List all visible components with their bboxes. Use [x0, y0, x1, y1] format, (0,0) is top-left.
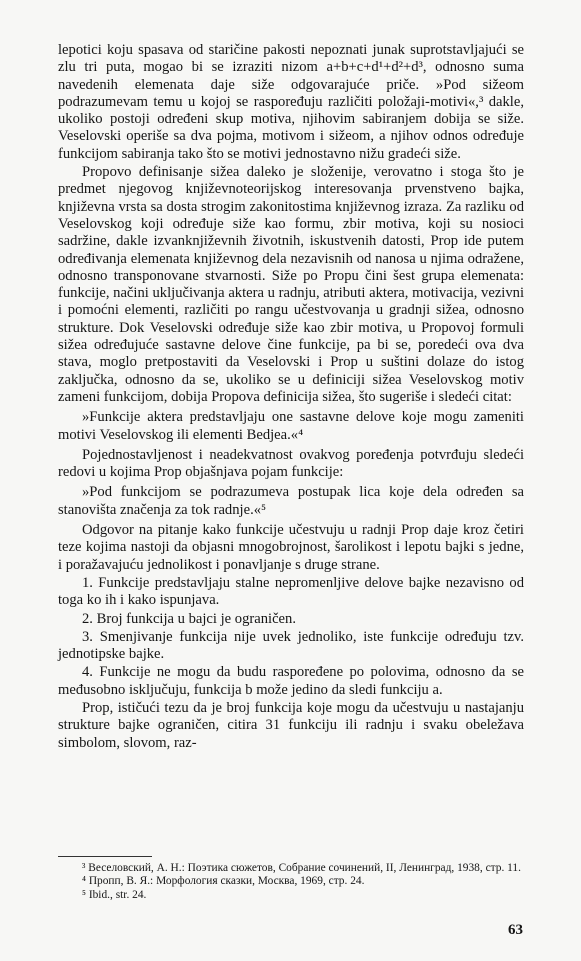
footnote-divider: [58, 856, 152, 857]
paragraph-4: Odgovor na pitanje kako funkcije učestvuju u radnji Prop daje kroz četiri teze kojima nastoji da objasni mnogobrojnost, šarolikost i lepotu bajki s jedne, i poražavajuću jednolikost i ponavljanje s druge strane.: [58, 522, 524, 573]
thesis-2: 2. Broj funkcija u bajci je ograničen.: [82, 610, 296, 627]
thesis-4: 4. Funkcije ne mogu da budu raspoređene po polovima, odnosno da se međusobno isključuju, funkcija b može jedino da sledi funkciju a.: [58, 664, 524, 698]
footnote-4: ⁴ Пропп, В. Я.: Морфология сказки, Москва, 1969, стр. 24.: [82, 875, 365, 888]
footnote-3: ³ Веселовский, А. Н.: Поэтика сюжетов, Собрание сочинений, II, Ленинград, 1938, стр. 11.: [82, 862, 521, 874]
paragraph-5: Prop, ističući tezu da je broj funkcija koje mogu da učestvuju u nastajanju strukture bajke ograničen, citira 31 funkciju ili radnju i svaku obeležava simbolom, slovom, raz-: [58, 699, 524, 751]
footnotes: [58, 862, 524, 902]
main-text: [58, 42, 524, 752]
footnote-5: ⁵ Ibid., str. 24.: [82, 888, 147, 901]
paragraph-3: Pojednostavljenost i neadekvatnost ovakvog poređenja potvrđuju sledeći redovi u kojima Prop objašnjava pojam funkcije:: [58, 446, 524, 481]
quote-2: »Pod funkcijom se podrazumeva postupak lica koje dela određen sa stanovišta značenja za tok radnje.«⁵: [58, 484, 524, 518]
page-number: 63: [508, 922, 523, 938]
thesis-3: 3. Smenjivanje funkcija nije uvek jednoliko, iste funkcije određuju tzv. jednotipske bajke.: [58, 628, 524, 663]
paragraph-1: lepotici koju spasava od staričine pakosti nepoznati junak suprotstavljajući se zlu tri puta, mogao bi se izraziti nizom a+b+c+d¹+d²+d³, odnosno suma navedenih elemenata daje siže odgovarajuće priče. »Pod sižeom podrazumevam temu u kojoj se raspoređuju različiti položaji-motivi«,³ dakle, ukoliko postoji određeni skup motiva, njihovim sabiranjem dobija se siže. Veselovski operiše sa dva pojma, motivom i sižeom, a njihov odnos određuje funkcijom sabiranja tako što se motivi jednostavno nižu gradeći siže.: [58, 42, 524, 162]
paragraph-2: Propovo definisanje sižea daleko je složenije, verovatno i stoga što je predmet njegovog književnoteorijskog interesovanja prvenstveno bajka, književna vrsta sa dosta strogim zakonitostima književnog izraza. Za razliku od Veselovskog koji određuje siže kao formu, zbir motiva, koji su nosioci sadržine, dakle izvanknjiževnih životnih, iskustvenih datosti, Prop ide putem određivanja elemenata književnog dela nezavisnih od nanosa u njima odražene, odnosno transponovane stvarnosti. Siže po Propu čini šest grupa elemenata: funkcije, načini uključivanja aktera u radnju, atributi aktera, motivacija, vezivni i pomoćni elementi, različiti po rangu učestvovanja u gradnji sižea, odnosno strukture. Dok Veselovski određuje siže kao zbir motiva, u Propovoj formuli sižea određujuće sastavne delove čine funkcije, pa bi se, poredeći ova dva stava, moglo pretpostaviti da Veselovski i Prop u suštini dolaze do istog zaključka, odnosno da se, ukoliko se u definiciji sižea Veselovskog motiv zameni funkcijom, dobija Propova definicija sižea, što sugeriše i sledeći citat:: [58, 164, 524, 405]
quote-1: »Funkcije aktera predstavljaju one sastavne delove koje mogu zameniti motivi Veselovskog ili elementi Bedjea.«⁴: [58, 409, 524, 443]
thesis-1: 1. Funkcije predstavljaju stalne nepromenljive delove bajke nezavisno od toga ko ih i kako ispunjava.: [58, 574, 524, 609]
